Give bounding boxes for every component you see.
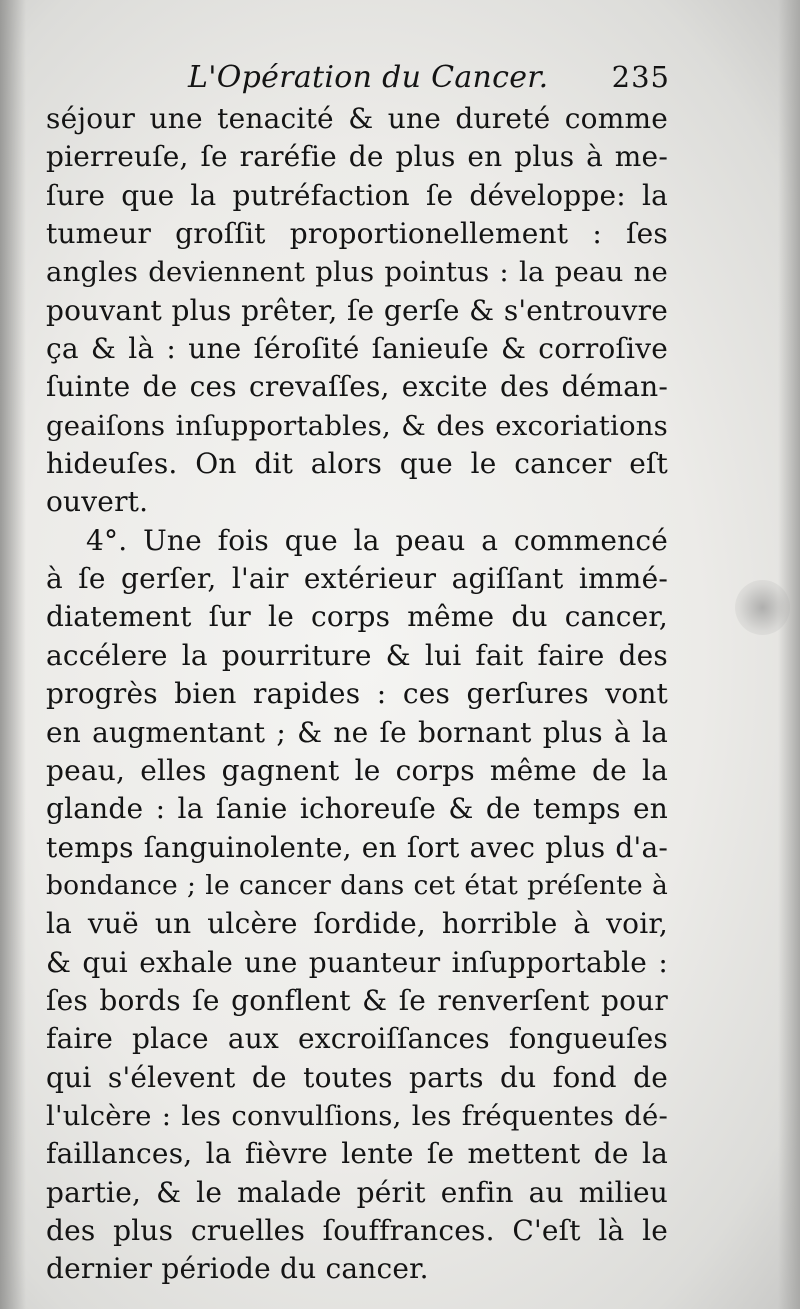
text-line: diatement ſur le corps même du cancer, xyxy=(46,600,668,634)
text-line: progrès bien rapides : ces gerſures vont xyxy=(46,677,668,711)
paper-stain xyxy=(735,580,790,635)
page-number: 235 xyxy=(611,60,670,94)
text-line: pouvant plus prêter, ſe gerſe & s'entrouvre xyxy=(46,293,668,327)
text-line: bondance ; le cancer dans cet état préſente à xyxy=(46,869,668,901)
text-line: geaiſons inſupportables, & des excoriations xyxy=(46,409,668,442)
page-edge-shadow xyxy=(778,0,800,1309)
text-line: peau, elles gagnent le corps même de la xyxy=(46,753,668,787)
running-title: L'Opération du Cancer. xyxy=(188,60,549,95)
gutter-shadow xyxy=(0,0,26,1309)
text-line: dernier période du cancer. xyxy=(46,1252,429,1286)
text-line: l'ulcère : les convulſions, les fréquentes dé- xyxy=(46,1099,668,1132)
text-line: accélere la pourriture & lui fait faire des xyxy=(46,638,668,672)
text-line: ça & là : une ſéroſité ſanieuſe & corroſive xyxy=(46,332,668,366)
text-line: partie, & le malade périt enfin au milieu xyxy=(46,1175,668,1209)
text-line: faillances, la fièvre lente ſe mettent de la xyxy=(46,1137,668,1171)
text-line: & qui exhale une puanteur inſupportable : xyxy=(46,945,668,979)
text-line: la vuë un ulcère ſordide, horrible à voir, xyxy=(46,907,668,941)
text-line: des plus cruelles ſouffrances. C'eſt là le xyxy=(46,1213,668,1247)
text-line: glande : la ſanie ichoreuſe & de temps en xyxy=(46,792,668,826)
text-line: qui s'élevent de toutes parts du fond de xyxy=(46,1060,668,1094)
text-line: tumeur groſſit proportionellement : ſes xyxy=(46,217,668,251)
page-header xyxy=(48,58,670,98)
text-line: à ſe gerſer, l'air extérieur agiſſant immé- xyxy=(46,562,668,596)
text-line: angles deviennent plus pointus : la peau ne xyxy=(46,256,668,289)
body-text xyxy=(46,100,668,1289)
text-line: 4°. Une fois que la peau a commencé xyxy=(86,523,668,557)
text-line: en augmentant ; & ne ſe bornant plus à la xyxy=(46,715,668,749)
text-line: ſure que la putréfaction ſe développe: la xyxy=(46,178,668,212)
text-line: hideuſes. On dit alors que le cancer eſt xyxy=(46,447,668,481)
text-line: ouvert. xyxy=(46,485,149,519)
text-line: séjour une tenacité & une dureté comme xyxy=(46,102,668,135)
text-line: faire place aux excroiſſances fongueuſes xyxy=(46,1022,668,1056)
text-line: pierreuſe, ſe raréfie de plus en plus à me- xyxy=(46,140,668,174)
text-line: temps ſanguinolente, en ſort avec plus d'a- xyxy=(46,830,668,864)
text-line: ſuinte de ces crevaſſes, excite des déman- xyxy=(46,370,668,404)
text-line: ſes bords ſe gonflent & ſe renverſent pour xyxy=(46,983,668,1017)
